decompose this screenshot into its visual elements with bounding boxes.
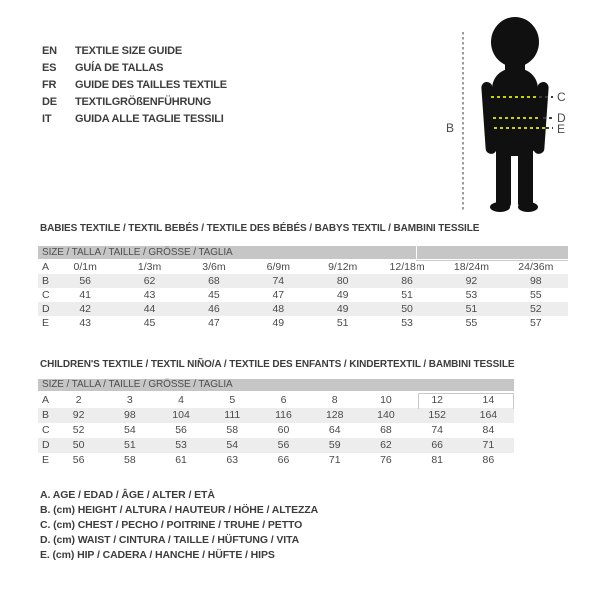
table-cell: 50 — [72, 439, 85, 451]
table-cell: 45 — [143, 317, 156, 329]
table-row — [38, 274, 568, 288]
language-code: IT — [42, 113, 52, 125]
language-row — [42, 43, 227, 60]
hip-guide-line — [546, 127, 553, 129]
table-cell: 98 — [123, 409, 136, 421]
row-label: A — [42, 261, 50, 273]
table-cell: 116 — [275, 409, 292, 421]
table-cell: 68 — [208, 275, 220, 287]
row-label: E — [42, 454, 50, 466]
table-row — [38, 438, 514, 453]
table-cell: 51 — [401, 289, 413, 301]
table-cell: 51 — [465, 303, 478, 315]
table-cell: 49 — [272, 317, 285, 329]
table-cell: 66 — [277, 454, 290, 466]
table-cell: 92 — [465, 275, 478, 287]
table-cell: 164 — [479, 409, 498, 421]
table-cell: 47 — [272, 289, 285, 301]
table-cell: 9/12m — [328, 261, 358, 273]
table-cell: 86 — [482, 454, 495, 466]
language-row — [42, 77, 227, 94]
table-cell: 4 — [178, 394, 184, 406]
legend-item: A. AGE / EDAD / ÂGE / ALTER / ETÀ — [40, 489, 215, 501]
table-cell: 58 — [123, 454, 136, 466]
language-label: GUIDE DES TAILLES TEXTILE — [75, 79, 227, 91]
table-cell: 42 — [79, 303, 92, 315]
table-row — [38, 453, 514, 468]
chest-body-line — [491, 96, 537, 98]
table-cell: 2 — [75, 394, 82, 406]
waist-guide-line — [543, 117, 553, 119]
language-label: TEXTILGRÖßENFÜHRUNG — [75, 96, 212, 108]
table-cell: 49 — [336, 303, 349, 315]
table-cell: 53 — [175, 439, 187, 451]
language-row — [42, 94, 227, 111]
table-cell: 46 — [208, 303, 220, 315]
table-row — [38, 288, 568, 302]
table-cell: 41 — [79, 289, 92, 301]
table-cell: 56 — [175, 424, 187, 436]
table-cell: 60 — [277, 424, 290, 436]
hip-measure-label: E — [557, 122, 566, 136]
table-cell: 51 — [123, 439, 136, 451]
table-cell: 64 — [328, 424, 341, 436]
children-table-title: CHILDREN'S TEXTILE / TEXTIL NIÑO/A / TEXTILE DES ENFANTS / KINDERTEXTIL / BAMBINI TESSILE — [40, 359, 515, 370]
table-cell: 140 — [377, 409, 395, 421]
table-cell: 0/1m — [73, 261, 97, 273]
babies-table-title: BABIES TEXTILE / TEXTIL BEBÉS / TEXTILE DES BÉBÉS / BABYS TEXTIL / BAMBINI TESSILE — [40, 223, 480, 234]
table-row — [38, 302, 568, 316]
measurement-legend — [40, 488, 318, 563]
language-list — [42, 43, 227, 128]
table-cell: 57 — [529, 317, 542, 329]
legend-item: C. (cm) CHEST / PECHO / POITRINE / TRUHE / PETTO — [40, 519, 303, 531]
table-cell: 58 — [226, 424, 239, 436]
table-cell: 47 — [208, 317, 220, 329]
table-cell: 53 — [465, 289, 478, 301]
language-label: GUÍA DE TALLAS — [75, 62, 164, 74]
table-cell: 92 — [72, 409, 85, 421]
language-row — [42, 60, 227, 77]
height-measure-line — [462, 32, 464, 210]
legend-item: B. (cm) HEIGHT / ALTURA / HAUTEUR / HÖHE / ALTEZZA — [40, 504, 319, 516]
table-cell: 43 — [79, 317, 92, 329]
table-cell: 61 — [175, 454, 187, 466]
table-cell: 56 — [277, 439, 290, 451]
highlight-box-artifact — [418, 393, 514, 409]
table-cell: 43 — [143, 289, 156, 301]
table-cell: 63 — [226, 454, 239, 466]
table-cell: 98 — [529, 275, 542, 287]
table-cell: 51 — [336, 317, 349, 329]
table-row — [38, 423, 514, 438]
table-cell: 18/24m — [453, 261, 489, 273]
table-cell: 56 — [79, 275, 92, 287]
table-cell: 44 — [143, 303, 156, 315]
table-cell: 71 — [482, 439, 495, 451]
row-label: B — [42, 409, 50, 421]
table-cell: 76 — [380, 454, 392, 466]
table-cell: 74 — [431, 424, 443, 436]
table-cell: 128 — [325, 409, 344, 421]
table-cell: 81 — [431, 454, 443, 466]
language-code: ES — [42, 62, 57, 74]
table-cell: 84 — [482, 424, 495, 436]
row-label: D — [42, 439, 50, 451]
table-cell: 62 — [380, 439, 392, 451]
table-cell: 12/18m — [389, 261, 425, 273]
table-cell: 80 — [336, 275, 349, 287]
table-cell: 54 — [123, 424, 136, 436]
height-measure-label: B — [446, 121, 455, 135]
table-cell: 50 — [401, 303, 413, 315]
row-label: C — [42, 424, 50, 436]
table-cell: 3/6m — [202, 261, 226, 273]
table-cell: 5 — [229, 394, 236, 406]
language-row — [42, 111, 227, 128]
table-cell: 52 — [72, 424, 85, 436]
language-code: FR — [42, 79, 57, 91]
table-cell: 59 — [328, 439, 341, 451]
table-cell: 54 — [226, 439, 239, 451]
table-cell: 53 — [401, 317, 413, 329]
babies-size-header: SIZE / TALLA / TAILLE / GRÖSSE / TAGLIA — [38, 246, 568, 259]
row-label: A — [42, 394, 50, 406]
chest-measure-label: C — [557, 90, 566, 104]
table-cell: 1/3m — [137, 261, 162, 273]
babies-table — [38, 246, 568, 330]
image-seam-artifact — [416, 260, 568, 261]
table-cell: 56 — [72, 454, 85, 466]
table-cell: 68 — [380, 424, 392, 436]
children-size-header: SIZE / TALLA / TAILLE / GRÖSSE / TAGLIA — [38, 379, 514, 391]
children-table — [38, 379, 514, 468]
table-cell: 3 — [126, 394, 133, 406]
table-cell: 104 — [172, 409, 190, 421]
legend-item: D. (cm) WAIST / CINTURA / TAILLE / HÜFTUNG / VITA — [40, 534, 300, 546]
language-code: DE — [42, 96, 57, 108]
child-silhouette-icon — [477, 16, 553, 214]
table-cell: 111 — [224, 409, 241, 421]
table-cell: 10 — [380, 394, 392, 406]
row-label: D — [42, 303, 50, 315]
table-cell: 52 — [529, 303, 542, 315]
table-row — [38, 408, 514, 423]
legend-item: E. (cm) HIP / CADERA / HANCHE / HÜFTE / HIPS — [40, 549, 275, 561]
row-label: E — [42, 317, 50, 329]
table-cell: 55 — [529, 289, 542, 301]
waist-body-line — [493, 117, 541, 119]
table-cell: 74 — [272, 275, 285, 287]
table-cell: 71 — [328, 454, 341, 466]
table-cell: 12 — [431, 394, 443, 406]
language-code: EN — [42, 45, 57, 57]
table-cell: 6 — [280, 394, 287, 406]
table-cell: 24/36m — [518, 261, 554, 273]
table-cell: 48 — [272, 303, 285, 315]
language-label: TEXTILE SIZE GUIDE — [75, 45, 183, 57]
table-cell: 45 — [208, 289, 220, 301]
table-cell: 14 — [482, 394, 495, 406]
table-cell: 8 — [331, 394, 338, 406]
row-label: C — [42, 289, 50, 301]
table-cell: 49 — [336, 289, 349, 301]
table-cell: 86 — [401, 275, 413, 287]
table-cell: 66 — [431, 439, 443, 451]
table-cell: 55 — [465, 317, 478, 329]
table-row — [38, 316, 568, 330]
table-cell: 6/9m — [266, 261, 290, 273]
table-cell: 62 — [143, 275, 156, 287]
chest-guide-line — [539, 96, 553, 98]
row-label: B — [42, 275, 50, 287]
table-cell: 152 — [428, 409, 446, 421]
language-label: GUIDA ALLE TAGLIE TESSILI — [75, 113, 224, 125]
hip-body-line — [494, 127, 545, 129]
waist-measure-label: D — [557, 111, 566, 125]
